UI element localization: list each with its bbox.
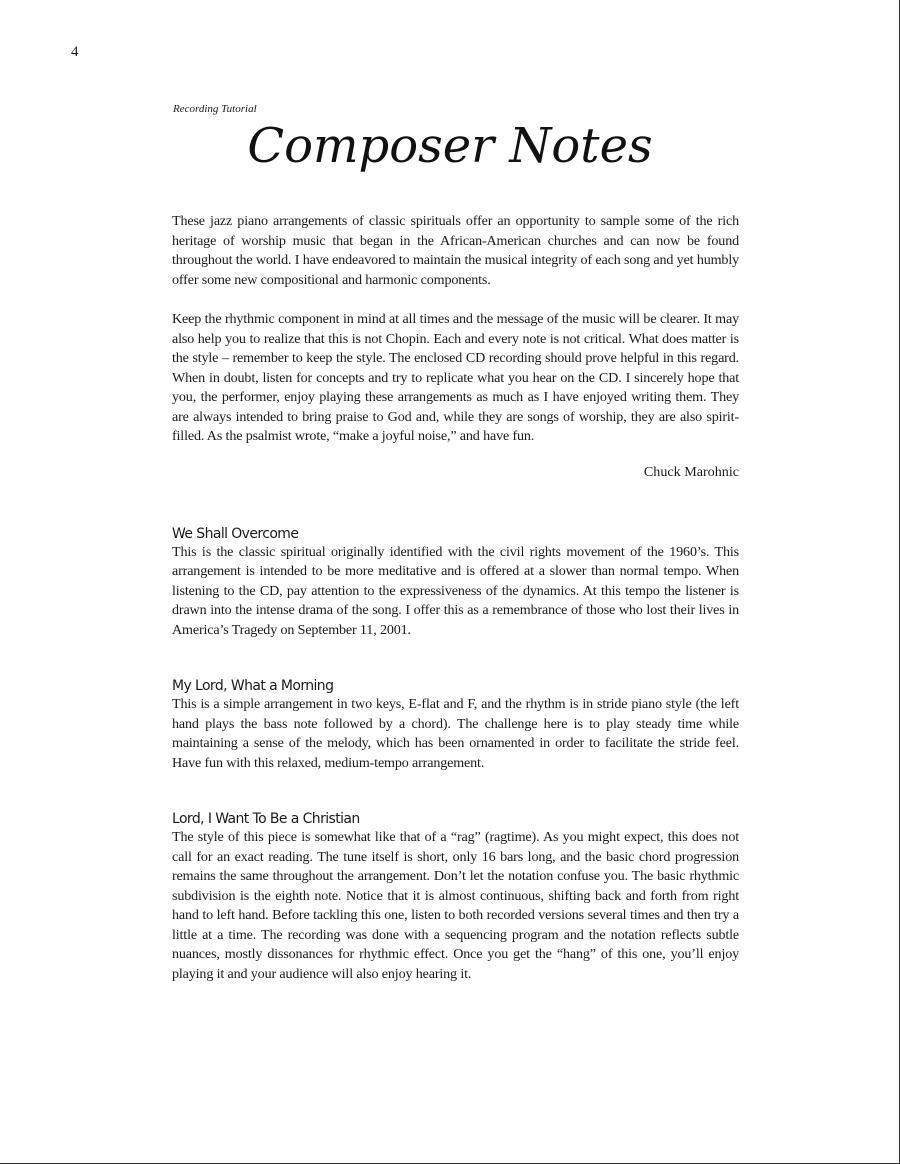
page-number: 4 <box>71 44 79 60</box>
section-body: This is a simple arrangement in two keys, E-flat and F, and the rhythm is in stride piano style (the left hand plays the bass note followed by a chord). The challenge here is to play steady time while maintaining a sense of the melody, which has been ornamented in order to facilitate the stride feel. Have fun with this relaxed, medium-tempo arrangement. <box>172 696 739 771</box>
section-heading: My Lord, What a Morning <box>172 678 334 694</box>
section-heading: Lord, I Want To Be a Christian <box>172 811 360 827</box>
author-signature: Chuck Marohnic <box>643 463 739 480</box>
section-body: This is the classic spiritual originally identified with the civil rights movement of the 1960’s. This arrangement is intended to be more meditative and is offered at a slower than normal tempo. When listening to the CD, pay attention to the expressiveness of the dynamics. At this tempo the listener is drawn into the intense drama of the song. I offer this as a remembrance of those who lost their lives in America’s Tragedy on September 11, 2001. <box>172 543 739 638</box>
section-my-lord-what-a-morning <box>172 677 739 773</box>
section-we-shall-overcome <box>172 525 739 641</box>
section-lord-i-want-to-be-a-christian <box>172 810 739 984</box>
running-head: Recording Tutorial <box>173 103 257 115</box>
intro-paragraph-2: Keep the rhythmic component in mind at all times and the message of the music will be clearer. It may also help you to realize that this is not Chopin. Each and every note is not critical. What does matter is the style – remember to keep the style. The enclosed CD recording should prove helpful in this regard. When in doubt, listen for concepts and try to replicate what you hear on the CD. I sincerely hope that you, the performer, enjoy playing these arrangements as much as I have enjoyed writing them. They are always intended to bring praise to God and, while they are songs of worship, they are also spirit-filled. As the psalmist wrote, “make a joyful noise,” and have fun. <box>172 311 739 444</box>
section-body: The style of this piece is somewhat like that of a “rag” (ragtime). As you might expect, this does not call for an exact reading. The tune itself is short, only 16 bars long, and the basic chord progression remains the same throughout the arrangement. Don’t let the notation confuse you. The basic rhythmic subdivision is the eighth note. Notice that it is almost continuous, shifting back and forth from right hand to left hand. Before tackling this one, listen to both recorded versions several times and then try a little at a time. The recording was done with a sequencing program and the notation reflects subtle nuances, mostly dissonances for rhythmic effect. Once you get the “hang” of this one, you’ll enjoy playing it and your audience will also enjoy hearing it. <box>172 829 739 982</box>
page-title: Composer Notes <box>247 118 653 174</box>
section-heading: We Shall Overcome <box>172 525 299 542</box>
intro-paragraph-1: These jazz piano arrangements of classic spirituals offer an opportunity to sample some of the rich heritage of worship music that began in the African-American churches and can now be found throughout the world. I have endeavored to maintain the musical integrity of each song and yet humbly offer some new compositional and harmonic components. <box>172 213 739 288</box>
document-body <box>172 212 739 984</box>
